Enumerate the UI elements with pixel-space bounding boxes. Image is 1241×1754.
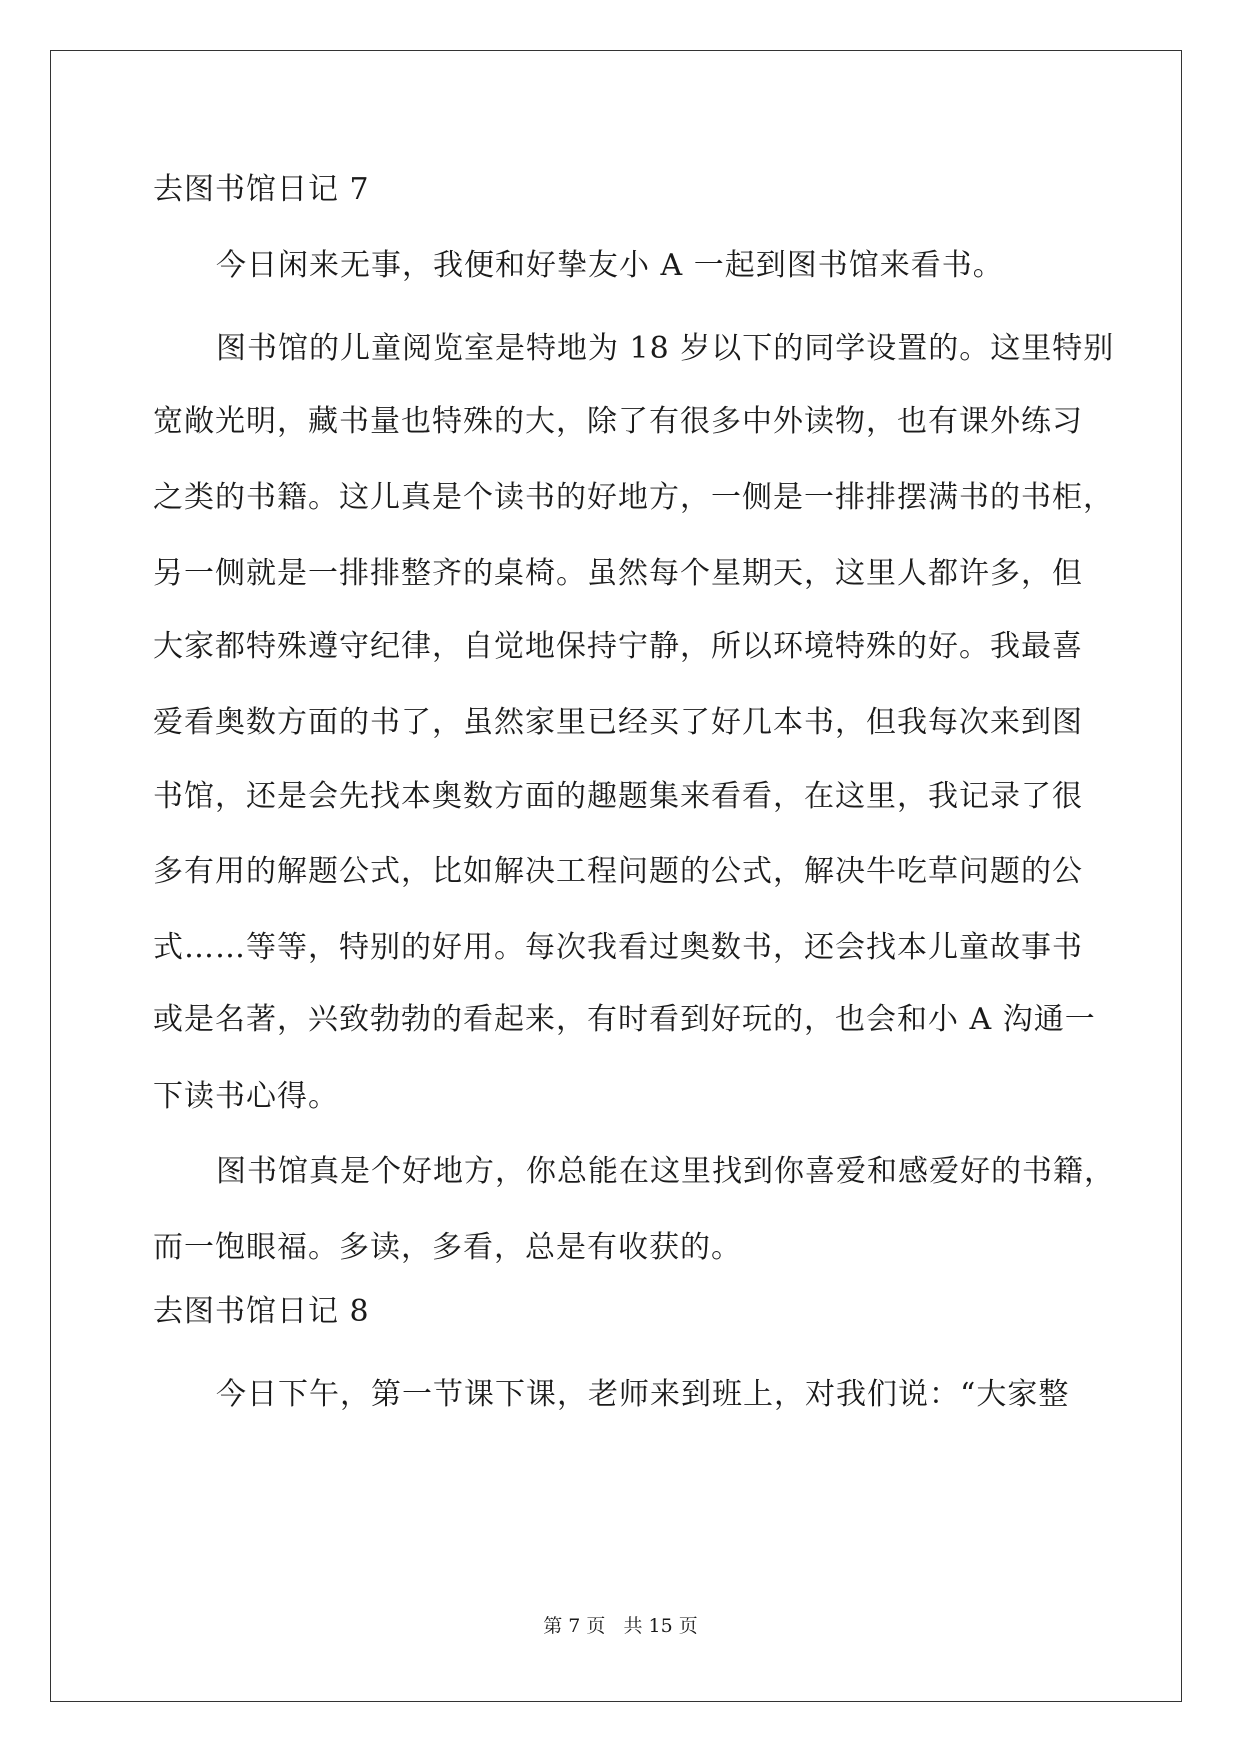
page-number: 第 7 页 <box>543 1615 606 1637</box>
paragraph-line: 多有用的解题公式，比如解决工程问题的公式，解决牛吃草问题的公 <box>153 854 1083 889</box>
section-heading: 去图书馆日记 7 <box>153 172 370 207</box>
paragraph-line: 或是名著，兴致勃勃的看起来，有时看到好玩的，也会和小 A 沟通一 <box>153 1002 1096 1037</box>
paragraph-line: 式……等等，特别的好用。每次我看过奥数书，还会找本儿童故事书 <box>153 930 1083 965</box>
paragraph-line: 另一侧就是一排排整齐的桌椅。虽然每个星期天，这里人都许多，但 <box>153 556 1083 591</box>
page-footer <box>0 1614 1241 1638</box>
paragraph-line: 下读书心得。 <box>153 1079 339 1114</box>
paragraph-line: 之类的书籍。这儿真是个读书的好地方，一侧是一排排摆满书的书柜， <box>153 480 1114 515</box>
page-total: 共 15 页 <box>623 1615 698 1637</box>
paragraph-line: 而一饱眼福。多读，多看，总是有收获的。 <box>153 1230 742 1265</box>
paragraph-line: 图书馆的儿童阅览室是特地为 18 岁以下的同学设置的。这里特别 <box>216 331 1115 366</box>
paragraph-line: 爱看奥数方面的书了，虽然家里已经买了好几本书，但我每次来到图 <box>153 705 1083 740</box>
section-heading: 去图书馆日记 8 <box>153 1294 370 1329</box>
paragraph-line: 今日闲来无事，我便和好挚友小 A 一起到图书馆来看书。 <box>216 248 1004 283</box>
paragraph-line: 今日下午，第一节课下课，老师来到班上，对我们说：“大家整 <box>216 1377 1070 1412</box>
paragraph-line: 图书馆真是个好地方，你总能在这里找到你喜爱和感爱好的书籍， <box>216 1154 1115 1189</box>
paragraph-line: 大家都特殊遵守纪律，自觉地保持宁静，所以环境特殊的好。我最喜 <box>153 629 1083 664</box>
paragraph-line: 宽敞光明，藏书量也特殊的大，除了有很多中外读物，也有课外练习 <box>153 404 1083 439</box>
paragraph-line: 书馆，还是会先找本奥数方面的趣题集来看看，在这里，我记录了很 <box>153 779 1083 814</box>
